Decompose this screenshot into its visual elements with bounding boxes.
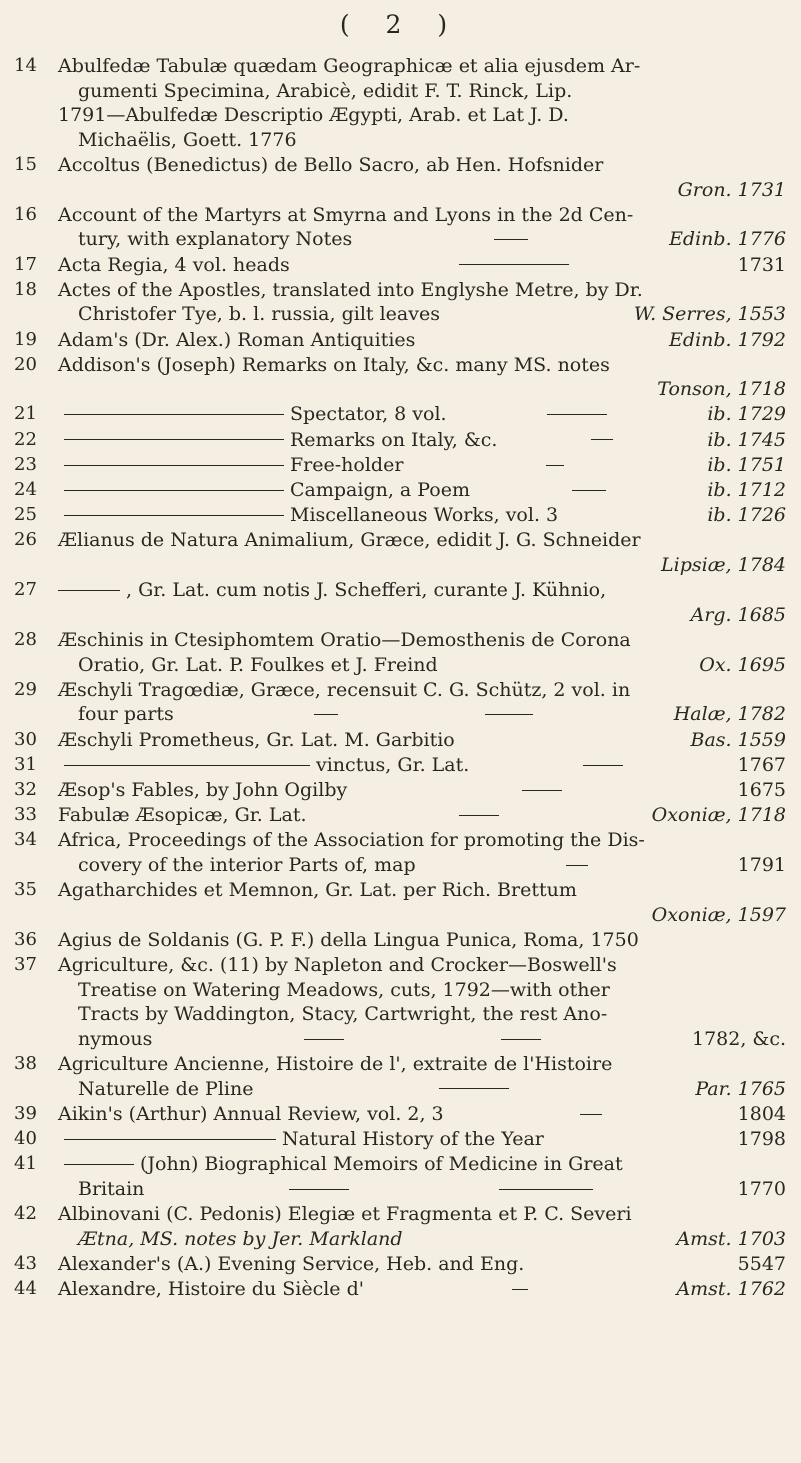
entry-text: Agriculture Ancienne, Histoire de l', extraite de l'Histoire: [58, 1053, 613, 1075]
entry-text: Ælianus de Natura Animalium, Græce, edidit J. G. Schneider: [58, 529, 641, 552]
entry-number: 23: [14, 453, 37, 475]
entry-number: 20: [14, 353, 37, 375]
entry-line: [58, 227, 786, 252]
entry-number: 29: [14, 678, 37, 700]
entry-line: [58, 753, 786, 778]
ditto-dash: [499, 1189, 593, 1190]
entry-line: [58, 1202, 786, 1227]
ditto-dash: [547, 414, 607, 415]
entry-imprint: 1791: [737, 853, 786, 876]
entry-text: Æschinis in Ctesiphomtem Oratio—Demosthenis de Corona: [58, 628, 631, 651]
entry-line: [58, 1252, 786, 1277]
entry-line: [58, 628, 786, 653]
ditto-dash: [64, 490, 284, 491]
entry-text: , Gr. Lat. cum notis J. Schefferi, curante J. Kühnio,: [126, 579, 607, 602]
entry-number: 22: [14, 428, 37, 450]
entry-number: 15: [14, 153, 37, 175]
entry-line: [58, 702, 786, 727]
entry-line: [58, 1052, 786, 1077]
entry-number: 34: [14, 829, 37, 851]
entry-imprint: 1782, &c.: [691, 1027, 787, 1050]
ditto-dash: [439, 1088, 509, 1089]
entry-text: Accoltus (Benedictus) de Bello Sacro, ab Hen. Hofsnider: [58, 153, 604, 176]
entry-number: 44: [14, 1277, 37, 1299]
catalogue-entry: [14, 953, 786, 1051]
catalogue-entry: [14, 428, 786, 453]
entry-text: Alexandre, Histoire du Siècle d': [58, 1277, 364, 1300]
catalogue-entry: [14, 353, 786, 402]
entry-line: [58, 54, 786, 79]
entry-line: [58, 728, 786, 753]
entry-imprint: Par. 1765: [695, 1077, 787, 1100]
entry-number: 25: [14, 504, 37, 526]
entry-line: [58, 1277, 786, 1302]
entry-line: [58, 603, 786, 628]
ditto-dash: [591, 439, 613, 440]
catalogue-entry: [14, 1202, 786, 1251]
ditto-dash: [64, 465, 284, 466]
entry-line: [58, 1127, 786, 1152]
entry-line: [58, 128, 786, 153]
entry-text: Addison's (Joseph) Remarks on Italy, &c. many MS. notes: [58, 353, 610, 376]
entry-number: 42: [14, 1202, 37, 1224]
entry-line: [58, 278, 786, 303]
entry-text: Britain: [78, 1177, 145, 1200]
entry-imprint: ib. 1726: [707, 504, 786, 527]
ditto-dash: [580, 1114, 602, 1115]
entry-line: [58, 253, 786, 278]
entry-number: 18: [14, 278, 37, 300]
entry-number: 40: [14, 1127, 37, 1149]
entry-text: Actes of the Apostles, translated into Englyshe Metre, by Dr.: [58, 278, 643, 301]
entry-line: [58, 503, 786, 528]
ditto-dash: [583, 765, 623, 766]
entry-imprint: 1731: [737, 253, 787, 276]
entry-text: Adam's (Dr. Alex.) Roman Antiquities: [58, 328, 416, 351]
entry-imprint: Lipsiæ, 1784: [661, 554, 786, 576]
entries-list: [14, 54, 786, 1302]
entry-line: [58, 302, 786, 327]
entry-line: [58, 553, 786, 578]
entry-imprint: 1798: [737, 1127, 786, 1150]
ditto-dash: [566, 865, 588, 866]
catalogue-entry: [14, 528, 786, 577]
entry-line: [58, 953, 786, 978]
entry-number: 31: [14, 753, 37, 775]
entry-text: Spectator, 8 vol.: [290, 403, 447, 426]
entry-line: [58, 1077, 786, 1102]
entry-line: [58, 428, 786, 453]
ditto-dash: [64, 1139, 276, 1140]
catalogue-entry: [14, 928, 786, 953]
entry-imprint: 5547: [737, 1252, 786, 1275]
entry-text: Michaëlis, Goett. 1776: [78, 128, 297, 151]
entry-text: Campaign, a Poem: [290, 479, 471, 502]
catalogue-entry: [14, 578, 786, 627]
entry-text: Aikin's (Arthur) Annual Review, vol. 2, 3: [58, 1102, 444, 1125]
entry-line: [58, 453, 786, 478]
entry-line: [58, 103, 786, 128]
entry-number: 37: [14, 954, 37, 976]
entry-imprint: Arg. 1685: [690, 603, 786, 626]
entry-number: 36: [14, 928, 37, 950]
entry-number: 35: [14, 879, 37, 901]
ditto-dash: [58, 590, 120, 591]
entry-imprint: ib. 1751: [707, 453, 786, 476]
entry-line: [58, 578, 786, 603]
ditto-dash: [501, 1039, 541, 1040]
entry-line: [58, 353, 786, 378]
ditto-dash: [64, 1164, 134, 1165]
entry-line: [58, 153, 786, 178]
catalogue-entry: [14, 678, 786, 727]
entry-line: [58, 328, 786, 353]
catalogue-entry: [14, 328, 786, 353]
entry-number: 19: [14, 328, 37, 350]
ditto-dash: [314, 714, 338, 715]
entry-imprint: Ox. 1695: [699, 653, 786, 676]
entry-number: 24: [14, 479, 37, 501]
entry-line: [58, 803, 786, 828]
catalogue-entry: [14, 628, 786, 677]
entry-line: [58, 853, 786, 878]
entry-imprint: Oxoniæ, 1597: [651, 903, 786, 926]
ditto-dash: [512, 1289, 528, 1290]
entry-line: [58, 1102, 786, 1127]
entry-line: [58, 478, 786, 503]
entry-text: 1791—Abulfedæ Descriptio Ægypti, Arab. et Lat J. D.: [58, 104, 569, 127]
catalogue-entry: [14, 153, 786, 202]
entry-imprint: Edinb. 1792: [669, 328, 786, 351]
entry-imprint: Amst. 1703: [676, 1227, 786, 1250]
entry-imprint: 1767: [737, 753, 786, 776]
entry-number: 16: [14, 203, 37, 225]
ditto-dash: [64, 414, 284, 415]
entry-line: [58, 528, 786, 553]
entry-imprint: 1675: [737, 778, 787, 801]
entry-text: Oratio, Gr. Lat. P. Foulkes et J. Freind: [78, 653, 438, 676]
entry-text: Remarks on Italy, &c.: [290, 428, 498, 451]
catalogue-entry: [14, 253, 786, 278]
entry-text: Agatharchides et Memnon, Gr. Lat. per Rich. Brettum: [58, 879, 577, 902]
entry-text: Ætna, MS. notes by Jer. Markland: [78, 1227, 403, 1250]
ditto-dash: [459, 264, 569, 265]
ditto-dash: [494, 239, 528, 240]
entry-number: 39: [14, 1102, 37, 1124]
catalogue-entry: [14, 778, 786, 803]
entry-number: 14: [14, 55, 37, 76]
ditto-dash: [572, 490, 606, 491]
entry-text: Account of the Martyrs at Smyrna and Lyons in the 2d Cen-: [58, 203, 634, 226]
entry-text: four parts: [78, 703, 174, 726]
entry-line: [58, 203, 786, 228]
entry-text: Agius de Soldanis (G. P. F.) della Lingua Punica, Roma, 1750: [58, 928, 639, 951]
entry-line: [58, 653, 786, 678]
entry-line: [58, 79, 786, 104]
catalogue-entry: [14, 728, 786, 753]
catalogue-entry: [14, 203, 786, 252]
entry-line: [58, 1227, 786, 1252]
entry-text: Free-holder: [290, 453, 404, 476]
ditto-dash: [64, 765, 310, 766]
entry-imprint: W. Serres, 1553: [633, 303, 786, 326]
catalogue-entry: [14, 1102, 786, 1127]
entry-text: covery of the interior Parts of, map: [78, 853, 416, 876]
entry-number: 41: [14, 1153, 37, 1175]
entry-imprint: 1804: [737, 1102, 787, 1125]
entry-text: Tracts by Waddington, Stacy, Cartwright, the rest Ano-: [78, 1003, 608, 1026]
entry-number: 17: [14, 253, 37, 275]
ditto-dash: [459, 815, 499, 816]
entry-imprint: ib. 1729: [707, 403, 787, 426]
entry-imprint: Edinb. 1776: [669, 228, 787, 251]
catalogue-entry: [14, 878, 786, 927]
entry-imprint: Bas. 1559: [690, 728, 786, 751]
entry-line: [58, 778, 786, 803]
catalogue-entry: [14, 803, 786, 828]
entry-imprint: 1770: [737, 1177, 786, 1200]
entry-number: 21: [14, 403, 37, 425]
entry-imprint: ib. 1745: [707, 428, 787, 451]
entry-line: [58, 377, 786, 402]
entry-number: 43: [14, 1252, 37, 1274]
catalogue-entry: [14, 478, 786, 503]
entry-imprint: Oxoniæ, 1718: [651, 804, 786, 827]
entry-number: 30: [14, 728, 37, 750]
catalogue-entry: [14, 278, 786, 327]
entry-line: [58, 978, 786, 1003]
catalogue-entry: [14, 753, 786, 778]
entry-line: [58, 678, 786, 703]
catalogue-entry: [14, 828, 786, 877]
entry-text: tury, with explanatory Notes: [78, 228, 353, 251]
ditto-dash: [522, 790, 562, 791]
entry-line: [58, 828, 786, 853]
entry-imprint: Tonson, 1718: [657, 378, 786, 401]
entry-line: [58, 1027, 786, 1052]
entry-line: [58, 1177, 786, 1202]
entry-number: 38: [14, 1053, 37, 1074]
entry-number: 28: [14, 628, 37, 650]
entry-imprint: Amst. 1762: [676, 1277, 786, 1300]
entry-imprint: Halæ, 1782: [673, 703, 786, 726]
catalogue-entry: [14, 1152, 786, 1201]
catalogue-entry: [14, 402, 786, 427]
entry-text: Albinovani (C. Pedonis) Elegiæ et Fragmenta et P. C. Severi: [58, 1202, 632, 1225]
ditto-dash: [64, 515, 284, 516]
entry-line: [58, 402, 786, 427]
entry-line: [58, 1152, 786, 1177]
entry-line: [58, 903, 786, 928]
entry-line: [58, 928, 786, 953]
catalogue-entry: [14, 54, 786, 152]
entry-text: Abulfedæ Tabulæ quædam Geographicæ et alia ejusdem Ar-: [58, 55, 641, 77]
page-number: ( 2 ): [339, 10, 462, 39]
entry-text: Fabulæ Æsopicæ, Gr. Lat.: [58, 804, 307, 827]
entry-imprint: ib. 1712: [707, 479, 786, 502]
entry-text: Æschyli Tragœdiæ, Græce, recensuit C. G. Schütz, 2 vol. in: [58, 678, 631, 701]
catalogue-entry: [14, 1252, 786, 1277]
ditto-dash: [546, 465, 564, 466]
entry-line: [58, 1002, 786, 1027]
entry-text: Æschyli Prometheus, Gr. Lat. M. Garbitio: [58, 728, 455, 751]
entry-text: Acta Regia, 4 vol. heads: [58, 253, 290, 276]
entry-text: gumenti Specimina, Arabicè, edidit F. T. Rinck, Lip.: [78, 79, 573, 102]
ditto-dash: [289, 1189, 349, 1190]
entry-text: vinctus, Gr. Lat.: [316, 753, 470, 776]
ditto-dash: [64, 439, 284, 440]
catalogue-entry: [14, 503, 786, 528]
entry-text: Treatise on Watering Meadows, cuts, 1792—with other: [78, 978, 610, 1001]
catalogue-entry: [14, 453, 786, 478]
entry-text: Christofer Tye, b. l. russia, gilt leaves: [78, 303, 440, 326]
entry-line: [58, 178, 786, 203]
entry-text: Agriculture, &c. (11) by Napleton and Crocker—Boswell's: [58, 954, 617, 977]
ditto-dash: [485, 714, 533, 715]
entry-text: Alexander's (A.) Evening Service, Heb. and Eng.: [58, 1252, 525, 1275]
entry-text: Natural History of the Year: [282, 1127, 544, 1150]
entry-number: 27: [14, 579, 37, 601]
catalogue-entry: [14, 1127, 786, 1152]
ditto-dash: [304, 1039, 344, 1040]
catalogue-entry: [14, 1277, 786, 1302]
entry-text: Africa, Proceedings of the Association for promoting the Dis-: [58, 829, 645, 852]
entry-text: (John) Biographical Memoirs of Medicine in Great: [140, 1153, 623, 1176]
entry-text: Miscellaneous Works, vol. 3: [290, 504, 559, 527]
entry-number: 26: [14, 529, 37, 551]
entry-text: Æsop's Fables, by John Ogilby: [58, 778, 348, 801]
entry-imprint: Gron. 1731: [677, 178, 786, 201]
entry-number: 32: [14, 778, 37, 800]
entry-line: [58, 878, 786, 903]
catalogue-entry: [14, 1052, 786, 1101]
entry-text: Naturelle de Pline: [78, 1077, 254, 1100]
entry-number: 33: [14, 804, 37, 826]
entry-text: nymous: [78, 1027, 153, 1050]
